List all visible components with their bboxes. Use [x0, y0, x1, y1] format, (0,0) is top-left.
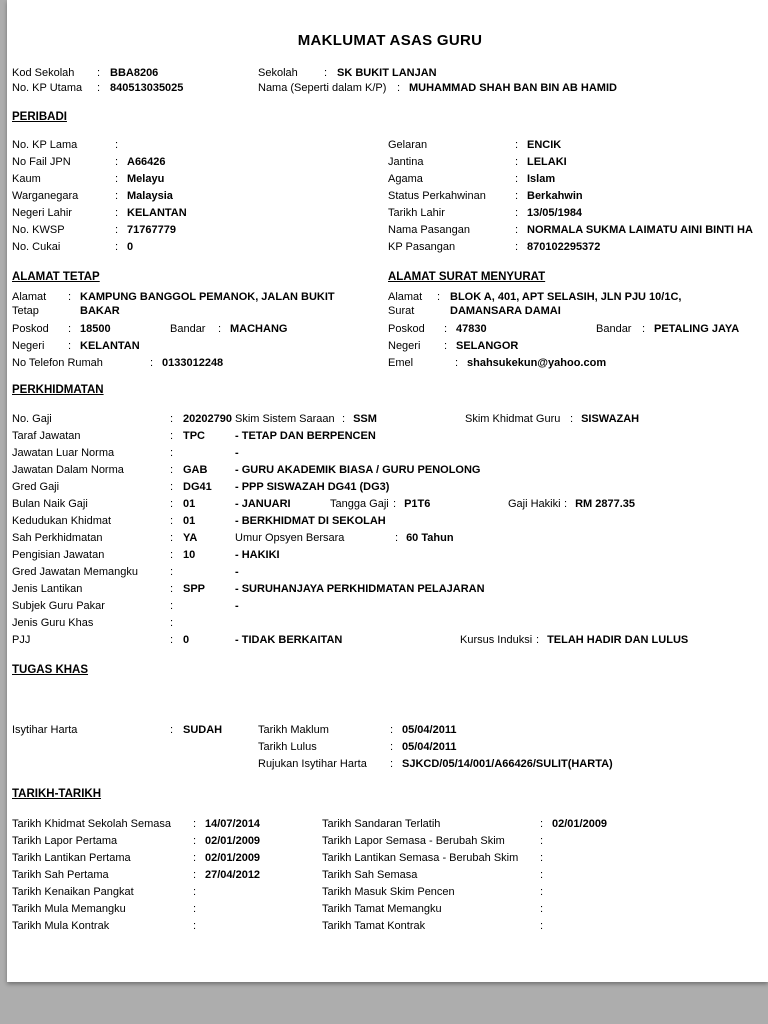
field-value: NORMALA SUKMA LAIMATU AINI BINTI HA	[527, 224, 753, 236]
service-section	[12, 412, 768, 650]
colon	[170, 565, 173, 579]
field-description: - TIDAK BERKAITAN	[235, 634, 343, 646]
field-row	[12, 290, 768, 322]
field-code: YA	[183, 532, 198, 544]
field-label: Rujukan Isytihar Harta	[258, 758, 367, 770]
field-label: Tarikh Tamat Kontrak	[322, 920, 426, 932]
field-value: ENCIK	[527, 139, 562, 151]
colon	[68, 339, 71, 353]
field-label: Bandar	[170, 323, 206, 335]
inline-field	[508, 497, 635, 511]
field-label: Gred Gaji	[12, 481, 60, 493]
colon	[193, 851, 196, 865]
field-label: Tarikh Sandaran Terlatih	[322, 818, 441, 830]
colon	[115, 138, 118, 152]
field-label: Umur Opsyen Bersara	[235, 532, 345, 544]
field-value: 02/01/2009	[205, 835, 261, 847]
colon	[193, 868, 196, 882]
colon	[68, 290, 71, 304]
field-label: Gred Jawatan Memangku	[12, 566, 138, 578]
field-value: SISWAZAH	[581, 413, 640, 425]
field-row	[12, 757, 768, 774]
field-value: TELAH HADIR DAN LULUS	[547, 634, 689, 646]
field-label: Kod Sekolah	[12, 67, 75, 79]
colon	[437, 290, 440, 304]
colon	[193, 902, 196, 916]
field-value: Berkahwin	[527, 190, 583, 202]
colon	[397, 81, 400, 95]
field-value: 18500	[80, 323, 111, 335]
field-label: Alamat Surat	[388, 291, 423, 317]
field-label: Tarikh Mula Memangku	[12, 903, 126, 915]
field-label: Tarikh Sah Pertama	[12, 869, 109, 881]
field-row	[12, 81, 768, 96]
field-description: -	[235, 600, 239, 612]
field-code: 20202790	[183, 413, 232, 425]
section-heading-perkhidmatan: PERKHIDMATAN	[12, 384, 104, 396]
field-description: - TETAP DAN BERPENCEN	[235, 430, 376, 442]
field-value: KELANTAN	[127, 207, 187, 219]
field-row	[12, 206, 768, 223]
field-value: BBA8206	[110, 67, 159, 79]
field-row	[12, 240, 768, 257]
colon	[170, 548, 173, 562]
field-value: 60 Tahun	[406, 532, 454, 544]
colon	[170, 429, 173, 443]
colon	[564, 497, 567, 511]
field-label: Jenis Guru Khas	[12, 617, 94, 629]
field-row	[12, 531, 768, 548]
colon	[324, 66, 327, 80]
field-value: 870102295372	[527, 241, 601, 253]
field-row	[12, 817, 768, 834]
colon	[193, 817, 196, 831]
field-label: Jawatan Luar Norma	[12, 447, 115, 459]
field-label: Tarikh Masuk Skim Pencen	[322, 886, 455, 898]
field-value: SSM	[353, 413, 377, 425]
field-label: Agama	[388, 173, 423, 185]
field-value: SJKCD/05/14/001/A66426/SULIT(HARTA)	[402, 758, 613, 770]
field-value: 02/01/2009	[205, 852, 261, 864]
field-value: 47830	[456, 323, 487, 335]
field-label: No. Gaji	[12, 413, 52, 425]
field-code: TPC	[183, 430, 205, 442]
field-label: Tarikh Mula Kontrak	[12, 920, 110, 932]
field-label: No Fail JPN	[12, 156, 71, 168]
field-label: Sekolah	[258, 67, 298, 79]
field-row	[12, 223, 768, 240]
field-label: Tarikh Tamat Memangku	[322, 903, 442, 915]
field-label: Skim Khidmat Guru	[465, 413, 561, 425]
inline-field	[460, 633, 688, 647]
dates-section	[12, 817, 768, 936]
field-row	[12, 480, 768, 497]
field-label: No Telefon Rumah	[12, 357, 103, 369]
field-row	[12, 723, 768, 740]
colon	[540, 885, 543, 899]
colon	[455, 356, 458, 370]
colon	[115, 206, 118, 220]
colon	[444, 322, 447, 336]
field-row	[12, 189, 768, 206]
field-value: SELANGOR	[456, 340, 519, 352]
field-row	[12, 834, 768, 851]
field-label: Nama (Seperti dalam K/P)	[258, 82, 387, 94]
field-label: Poskod	[388, 323, 425, 335]
field-code: 10	[183, 549, 196, 561]
field-code: SPP	[183, 583, 206, 595]
field-value: KAMPUNG BANGGOL PEMANOK, JALAN BUKIT BAKAR	[80, 291, 335, 317]
colon	[515, 155, 518, 169]
field-row	[12, 582, 768, 599]
field-value: 0133012248	[162, 357, 224, 369]
field-row	[12, 616, 768, 633]
field-row	[12, 885, 768, 902]
field-value: 840513035025	[110, 82, 184, 94]
header-block	[12, 66, 768, 96]
field-description: - SURUHANJAYA PERKHIDMATAN PELAJARAN	[235, 583, 485, 595]
colon	[115, 155, 118, 169]
field-row	[12, 902, 768, 919]
field-label: Nama Pasangan	[388, 224, 470, 236]
field-label: Pengisian Jawatan	[12, 549, 105, 561]
field-label: Kedudukan Khidmat	[12, 515, 112, 527]
colon	[193, 919, 196, 933]
field-value: RM 2877.35	[575, 498, 635, 510]
field-label: Jawatan Dalam Norma	[12, 464, 124, 476]
section-heading-tarikh: TARIKH-TARIKH	[12, 788, 102, 800]
field-row	[12, 66, 768, 81]
colon	[170, 582, 173, 596]
colon	[395, 531, 398, 545]
colon	[170, 446, 173, 460]
field-label: Negeri Lahir	[12, 207, 72, 219]
section-heading-alamat-surat: ALAMAT SURAT MENYURAT	[388, 271, 546, 283]
colon	[115, 240, 118, 254]
field-value: A66426	[127, 156, 166, 168]
colon	[570, 412, 573, 426]
document-page	[7, 0, 768, 982]
field-code: 01	[183, 498, 196, 510]
field-description: - BERKHIDMAT DI SEKOLAH	[235, 515, 386, 527]
colon	[170, 497, 173, 511]
field-row	[12, 497, 768, 514]
colon	[390, 740, 393, 754]
colon	[390, 757, 393, 771]
field-description: - PPP SISWAZAH DG41 (DG3)	[235, 481, 390, 493]
colon	[444, 339, 447, 353]
special-duty-section	[12, 723, 768, 774]
field-label: Tarikh Lantikan Pertama	[12, 852, 131, 864]
field-value: Malaysia	[127, 190, 173, 202]
colon	[393, 497, 396, 511]
field-description: -	[235, 566, 239, 578]
field-label: Bulan Naik Gaji	[12, 498, 88, 510]
colon	[515, 138, 518, 152]
section-heading-tugas-khas: TUGAS KHAS	[12, 664, 89, 676]
field-label: Jenis Lantikan	[12, 583, 83, 595]
colon	[342, 412, 345, 426]
field-row	[12, 138, 768, 155]
field-label: Tarikh Lulus	[258, 741, 317, 753]
section-headings-alamat	[12, 270, 768, 286]
colon	[193, 885, 196, 899]
inline-field	[235, 531, 454, 545]
field-label: Warganegara	[12, 190, 79, 202]
colon	[218, 322, 221, 336]
field-label: Sah Perkhidmatan	[12, 532, 103, 544]
field-value: shahsukekun@yahoo.com	[467, 357, 607, 369]
field-label: Tangga Gaji	[330, 498, 389, 510]
colon	[150, 356, 153, 370]
field-value: MUHAMMAD SHAH BAN BIN AB HAMID	[409, 82, 617, 94]
colon	[115, 223, 118, 237]
section-heading-peribadi: PERIBADI	[12, 111, 67, 123]
field-label: Taraf Jawatan	[12, 430, 81, 442]
field-value: SK BUKIT LANJAN	[337, 67, 437, 79]
field-row	[12, 429, 768, 446]
field-description: - JANUARI	[235, 498, 291, 510]
field-label: Kursus Induksi	[460, 634, 533, 646]
colon	[170, 531, 173, 545]
inline-field	[235, 412, 377, 426]
field-row	[12, 356, 768, 373]
field-label: Tarikh Khidmat Sekolah Semasa	[12, 818, 171, 830]
field-value: 27/04/2012	[205, 869, 261, 881]
field-label: Tarikh Lapor Semasa - Berubah Skim	[322, 835, 505, 847]
field-value: 02/01/2009	[552, 818, 608, 830]
colon	[540, 817, 543, 831]
field-row	[12, 446, 768, 463]
colon	[115, 172, 118, 186]
field-value: 13/05/1984	[527, 207, 583, 219]
colon	[515, 172, 518, 186]
section-heading-alamat-tetap: ALAMAT TETAP	[12, 271, 100, 283]
colon	[115, 189, 118, 203]
field-label: Tarikh Lahir	[388, 207, 445, 219]
field-row	[12, 155, 768, 172]
colon	[540, 834, 543, 848]
field-label: No. Cukai	[12, 241, 61, 253]
colon	[97, 66, 100, 80]
field-label: Emel	[388, 357, 414, 369]
field-code: GAB	[183, 464, 208, 476]
field-code: DG41	[183, 481, 212, 493]
field-label: Kaum	[12, 173, 41, 185]
field-label: Tarikh Lapor Pertama	[12, 835, 118, 847]
inline-field	[465, 412, 639, 426]
colon	[540, 902, 543, 916]
field-label: Isytihar Harta	[12, 724, 78, 736]
colon	[170, 412, 173, 426]
colon	[193, 834, 196, 848]
inline-field	[330, 497, 430, 511]
field-description: - HAKIKI	[235, 549, 280, 561]
field-label: Skim Sistem Saraan	[235, 413, 335, 425]
field-value: Melayu	[127, 173, 165, 185]
colon	[97, 81, 100, 95]
colon	[540, 868, 543, 882]
colon	[515, 189, 518, 203]
colon	[170, 599, 173, 613]
field-row	[12, 565, 768, 582]
field-description: - GURU AKADEMIK BIASA / GURU PENOLONG	[235, 464, 481, 476]
field-label: Tarikh Maklum	[258, 724, 329, 736]
field-label: Tarikh Lantikan Semasa - Berubah Skim	[322, 852, 519, 864]
field-label: No. KP Utama	[12, 82, 83, 94]
colon	[390, 723, 393, 737]
field-label: Negeri	[12, 340, 45, 352]
colon	[540, 851, 543, 865]
field-label: Gaji Hakiki	[508, 498, 561, 510]
field-label: Negeri	[388, 340, 421, 352]
field-label: Alamat Tetap	[12, 291, 47, 317]
field-label: Poskod	[12, 323, 49, 335]
colon	[170, 514, 173, 528]
page-title: MAKLUMAT ASAS GURU	[297, 32, 483, 49]
field-value: MACHANG	[230, 323, 288, 335]
colon	[515, 223, 518, 237]
field-label: Tarikh Sah Semasa	[322, 869, 418, 881]
colon	[642, 322, 645, 336]
field-label: Gelaran	[388, 139, 428, 151]
field-row	[12, 633, 768, 650]
field-label: KP Pasangan	[388, 241, 456, 253]
field-label: PJJ	[12, 634, 31, 646]
colon	[170, 480, 173, 494]
colon	[515, 206, 518, 220]
field-row	[12, 322, 768, 339]
field-value: P1T6	[404, 498, 431, 510]
field-value: Islam	[527, 173, 556, 185]
field-code: 0	[183, 634, 190, 646]
field-label: Status Perkahwinan	[388, 190, 486, 202]
field-row	[12, 868, 768, 885]
colon	[170, 633, 173, 647]
colon	[170, 616, 173, 630]
field-label: Subjek Guru Pakar	[12, 600, 105, 612]
field-code: 01	[183, 515, 196, 527]
field-value: 0	[127, 241, 134, 253]
address-section	[12, 290, 768, 373]
field-row	[12, 599, 768, 616]
colon	[68, 322, 71, 336]
field-row	[12, 463, 768, 480]
field-value: 14/07/2014	[205, 818, 261, 830]
field-value: SUDAH	[183, 724, 223, 736]
field-label: Bandar	[596, 323, 632, 335]
field-label: Tarikh Kenaikan Pangkat	[12, 886, 134, 898]
field-row	[12, 412, 768, 429]
field-row	[12, 740, 768, 757]
field-value: 05/04/2011	[402, 724, 457, 736]
colon	[540, 919, 543, 933]
colon	[515, 240, 518, 254]
field-row	[12, 172, 768, 189]
field-label: Jantina	[388, 156, 424, 168]
field-value: BLOK A, 401, APT SELASIH, JLN PJU 10/1C, DAMANSARA DAMAI	[450, 291, 682, 317]
field-label: No. KP Lama	[12, 139, 78, 151]
field-row	[12, 851, 768, 868]
field-value: KELANTAN	[80, 340, 140, 352]
field-value: PETALING JAYA	[654, 323, 740, 335]
colon	[536, 633, 539, 647]
field-row	[12, 919, 768, 936]
field-value: LELAKI	[527, 156, 567, 168]
field-value: 05/04/2011	[402, 741, 457, 753]
field-label: No. KWSP	[12, 224, 65, 236]
colon	[170, 463, 173, 477]
field-row	[12, 548, 768, 565]
field-value: 71767779	[127, 224, 176, 236]
field-row	[12, 514, 768, 531]
field-row	[12, 339, 768, 356]
colon	[170, 723, 173, 737]
peribadi-section	[12, 138, 768, 257]
field-description: -	[235, 447, 239, 459]
